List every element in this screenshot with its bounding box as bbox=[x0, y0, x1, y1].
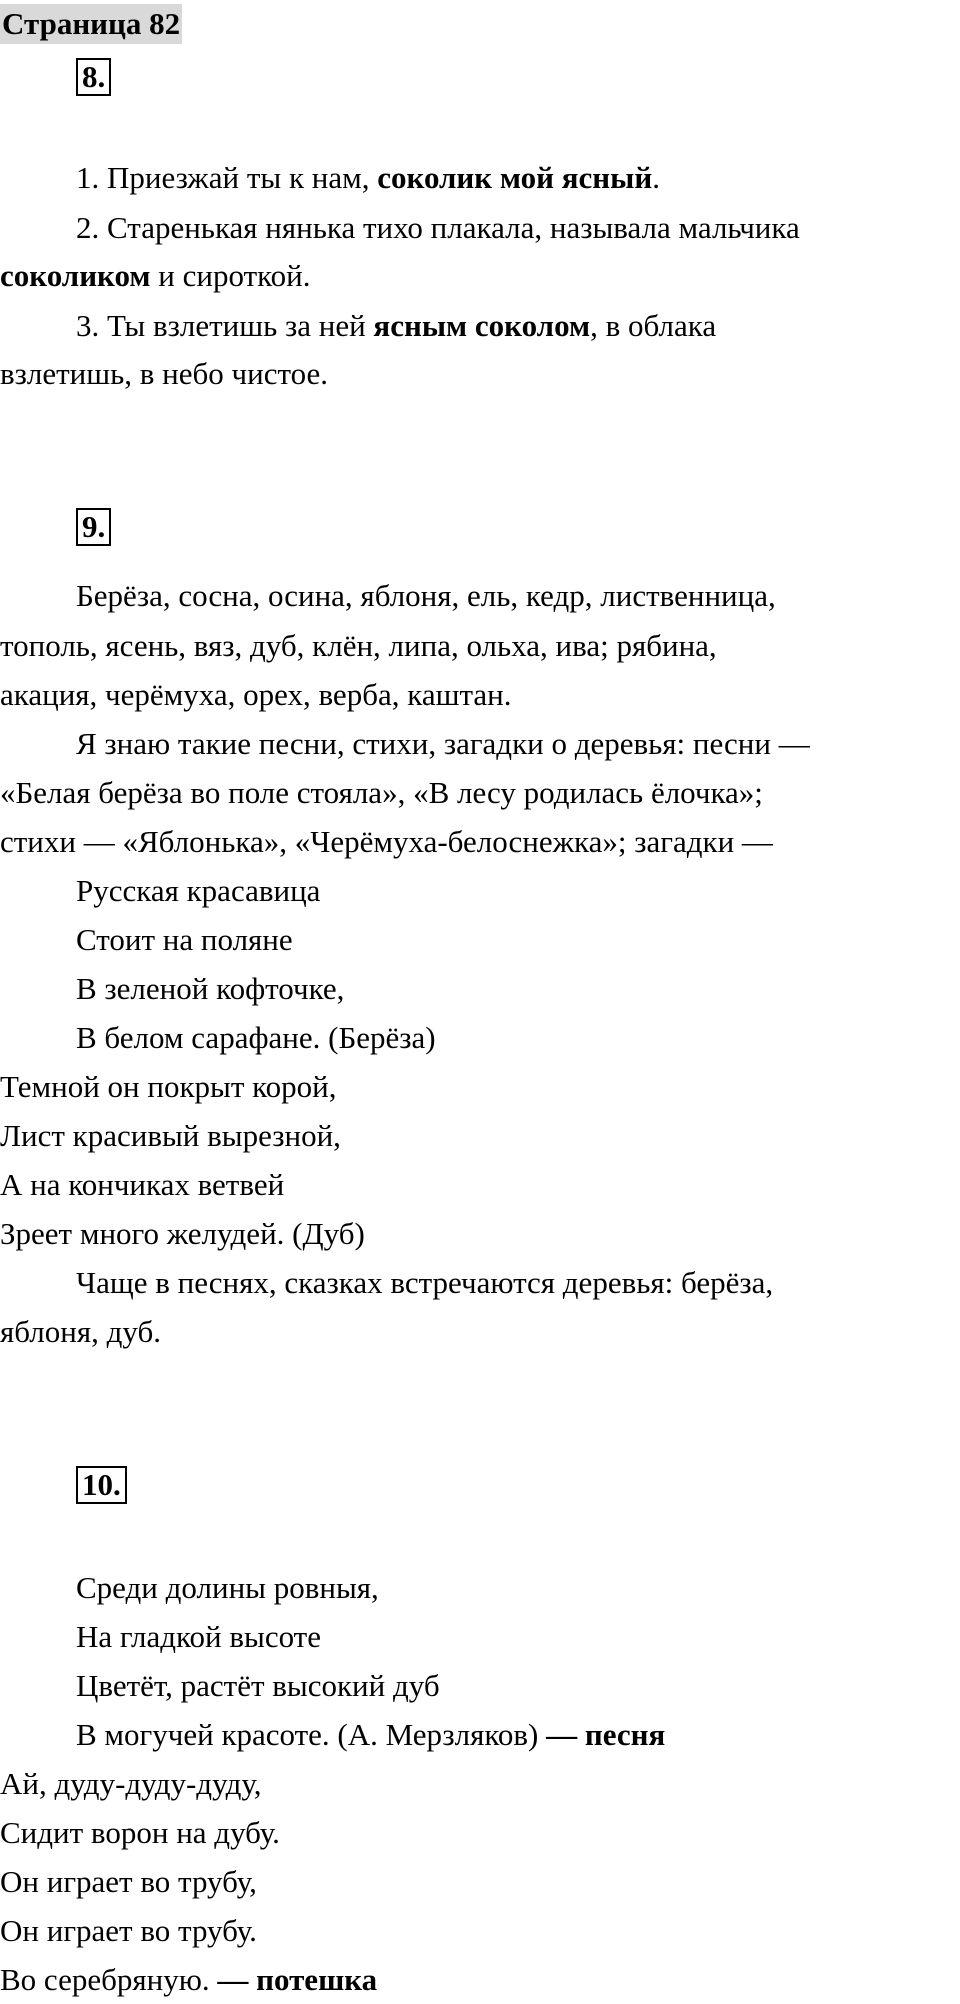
genre-label: — песня bbox=[546, 1717, 666, 1752]
task9-line: Чаще в песнях, сказках встречаются деревья: берёза, bbox=[76, 1265, 774, 1300]
riddle-line: В зеленой кофточке, bbox=[76, 971, 345, 1006]
verse-line: Цветёт, растёт высокий дуб bbox=[76, 1668, 440, 1703]
verse-line: В могучей красоте. (А. Мерзляков) — песня bbox=[76, 1717, 666, 1752]
riddle-line: Стоит на поляне bbox=[76, 922, 293, 957]
verse-line: На гладкой высоте bbox=[76, 1619, 321, 1654]
task9-line: тополь, ясень, вяз, дуб, клён, липа, ольха, ива; рябина, bbox=[0, 628, 717, 663]
verse-line: Он играет во трубу, bbox=[0, 1864, 257, 1899]
task9-line: «Белая берёза во поле стояла», «В лесу родилась ёлочка»; bbox=[0, 775, 763, 810]
verse-line: Сидит ворон на дубу. bbox=[0, 1815, 280, 1850]
task8-item-2: 2. Старенькая нянька тихо плакала, называла мальчика bbox=[76, 210, 800, 245]
page-title: Страница 82 bbox=[0, 4, 182, 44]
task9-line: Я знаю такие песни, стихи, загадки о деревья: песни — bbox=[76, 726, 810, 761]
riddle-line: Русская красавица bbox=[76, 873, 321, 908]
task9-line: акация, черёмуха, орех, верба, каштан. bbox=[0, 677, 512, 712]
verse-line: Ай, дуду-дуду-дуду, bbox=[0, 1766, 262, 1801]
task9-line: стихи — «Яблонька», «Черёмуха-белоснежка»; загадки — bbox=[0, 824, 773, 859]
task-number-10: 10. bbox=[76, 1466, 127, 1504]
riddle-line: Лист красивый вырезной, bbox=[0, 1118, 341, 1153]
task8-item-3-cont: взлетишь, в небо чистое. bbox=[0, 356, 328, 391]
task9-line: Берёза, сосна, осина, яблоня, ель, кедр, лиственница, bbox=[76, 578, 776, 613]
riddle-line: Темной он покрыт корой, bbox=[0, 1069, 337, 1104]
task-number-9: 9. bbox=[76, 508, 111, 546]
task8-item-2-cont: соколиком и сироткой. bbox=[0, 258, 311, 293]
riddle-line: Зреет много желудей. (Дуб) bbox=[0, 1216, 365, 1251]
task8-item-1: 1. Приезжай ты к нам, соколик мой ясный. bbox=[76, 160, 660, 195]
task-number-8: 8. bbox=[76, 58, 111, 96]
genre-label: — потешка bbox=[217, 1962, 378, 1997]
task9-line: яблоня, дуб. bbox=[0, 1314, 161, 1349]
riddle-line: А на кончиках ветвей bbox=[0, 1167, 285, 1202]
task8-item-3: 3. Ты взлетишь за ней ясным соколом, в облака bbox=[76, 308, 717, 343]
verse-line: Во серебряную. — потешка bbox=[0, 1962, 378, 1997]
verse-line: Он играет во трубу. bbox=[0, 1913, 257, 1948]
riddle-line: В белом сарафане. (Берёза) bbox=[76, 1020, 436, 1055]
verse-line: Среди долины ровныя, bbox=[76, 1570, 379, 1605]
